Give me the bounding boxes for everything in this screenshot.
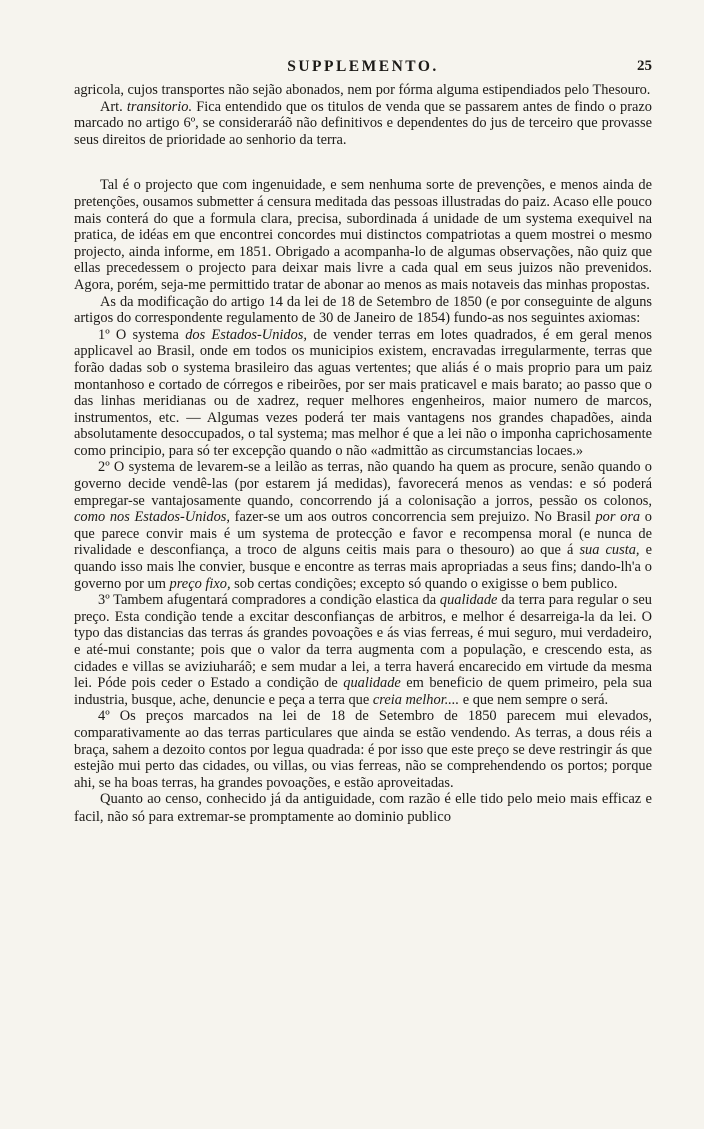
axiom-4: 4º Os preços marcados na lei de 18 de Setembro de 1850 parecem mui elevados, comparativamente ao das terras particulares que ainda se estão vendendo. As terras, a dous réis a braça, sahem a dezoito contos por legua quadrada: é por isso que este preço se deve restringir ás que estejão mui perto das cidades, ou villas, ou vias ferreas, não se comprehendendo os portos; porque ahi, se ha boas terras, ha grandes povoações, e estão aproveitadas. [74,708,652,791]
page-number: 25 [637,58,652,74]
paragraph-intro: Tal é o projecto que com ingenuidade, e sem nenhuma sorte de prevenções, e menos ainda de pretenções, ousamos submetter á censura meditada das pessoas illustradas do paiz. Acaso elle pouco mais conterá do que a formula clara, precisa, subordinada á unidade de um systema exequivel na pratica, de idéas em que encontrei concordes mui distinctos compatriotas a quem mostrei o mesmo projecto, ainda informe, em 1851. Obrigado a acompanha-lo de algumas observações, não quiz que ellas precedessem o projecto para deixar mais livre a cada qual em seus juizos não prevenidos. Agora, porém, seja-me permittido tratar de abonar ao menos as mais notaveis das minhas propostas. [74,177,652,293]
axiom-2: 2º O systema de levarem-se a leilão as terras, não quando ha quem as procure, senão quando o governo decide vendê-las (por estarem já medidas), favorecerá menos as vendas: e só poderá empregar-se vantajosamente quando, concorrendo já a colonisação a jorros, pessão os colonos, como nos Estados-Unidos, fazer-se um aos outros concorrencia sem prejuizo. No Brasil por ora o que parece convir mais é um systema de protecção e favor e recompensa moral (e nunca de rivalidade e desconfiança, a troco de alguns ceitis mais para o thesouro) ao que á sua custa, e quando isso mais lhe convier, busque e encontre as terras mais apropriadas a seus fins; dando-lh'a o governo por um preço fixo, sob certas condições; excepto só quando o exigisse o bem publico. [74,459,652,592]
axiom-1: 1º O systema dos Estados-Unidos, de vender terras em lotes quadrados, é em geral menos applicavel ao Brasil, onde em todos os municipios existem, encravadas irregularmente, terras que forão dadas sob o systema brasileiro das aguas vertentes; que aliás é o mais proprio para um paiz montanhoso e cortado de córregos e ribeirões, por ser mais praticavel e mais barato; ao passo que o das linhas meridianas ou de xadrez, requer melhores engenheiros, maior numero de marcos, instrumentos, etc. — Algumas vezes poderá ter mais vantagens nos grandes chapadões, ainda absolutamente desoccupados, o tal systema; mas melhor é que a lei não o imponha caprichosamente como principio, para só ter excepção quando o não «admittão as circumstancias locaes.» [74,326,653,459]
article-transitorio: transitorio. [126,98,193,115]
running-header [74,58,652,80]
article-label: Art. [100,98,123,115]
axiom-3: 3º Tambem afugentará compradores a condição elastica da qualidade da terra para regular o seu preço. Esta condição tende a excitar desconfianças de arbitros, e melhor é desarreiga-la da lei. O typo das distancias das terras ás grandes povoações e ás vias ferreas, é mui seguro, mui verdadeiro, e até-mui constante; pois que o valor da terra augmenta com a população, e crescendo esta, as cidades e villas se aviziuharáõ; e sem mudar a lei, a terra haverá encarecido em virtude da mesma lei. Póde pois ceder o Estado a condição de qualidade em beneficio de quem primeiro, pela sua industria, busque, ache, denuncie e peça a terra que creia melhor.... e que nem sempre o será. [74,592,652,708]
running-title: SUPPLEMENTO. [287,58,439,75]
axioms-list [74,327,652,792]
paragraph-transitory-article: Art. transitorio. Fica entendido que os titulos de venda que se passarem antes de findo o prazo marcado no artigo 6º, se consideraráõ não definitivos e dependentes do jus de terceiro que provasse seus direitos de prioridade ao senhorio da terra. [74,98,652,148]
commentary-text [74,177,652,826]
paragraph-modification: As da modificação do artigo 14 da lei de 18 de Setembro de 1850 (e por conseguinte de alguns artigos do correspondente regulamento de 30 de Janeiro de 1854) fundo-as nos seguintes axiomas: [74,293,652,327]
final-paragraph-block [74,791,652,826]
project-article-text [74,82,652,148]
section-spacer [74,148,652,177]
paragraph-agricola: agricola, cujos transportes não sejão abonados, nem por fórma alguma estipendiados pelo Thesouro. [74,82,651,98]
paragraph-censo: Quanto ao censo, conhecido já da antiguidade, com razão é elle tido pelo meio mais efficaz e facil, não só para extremar-se promptamente ao dominio publico [74,791,652,825]
